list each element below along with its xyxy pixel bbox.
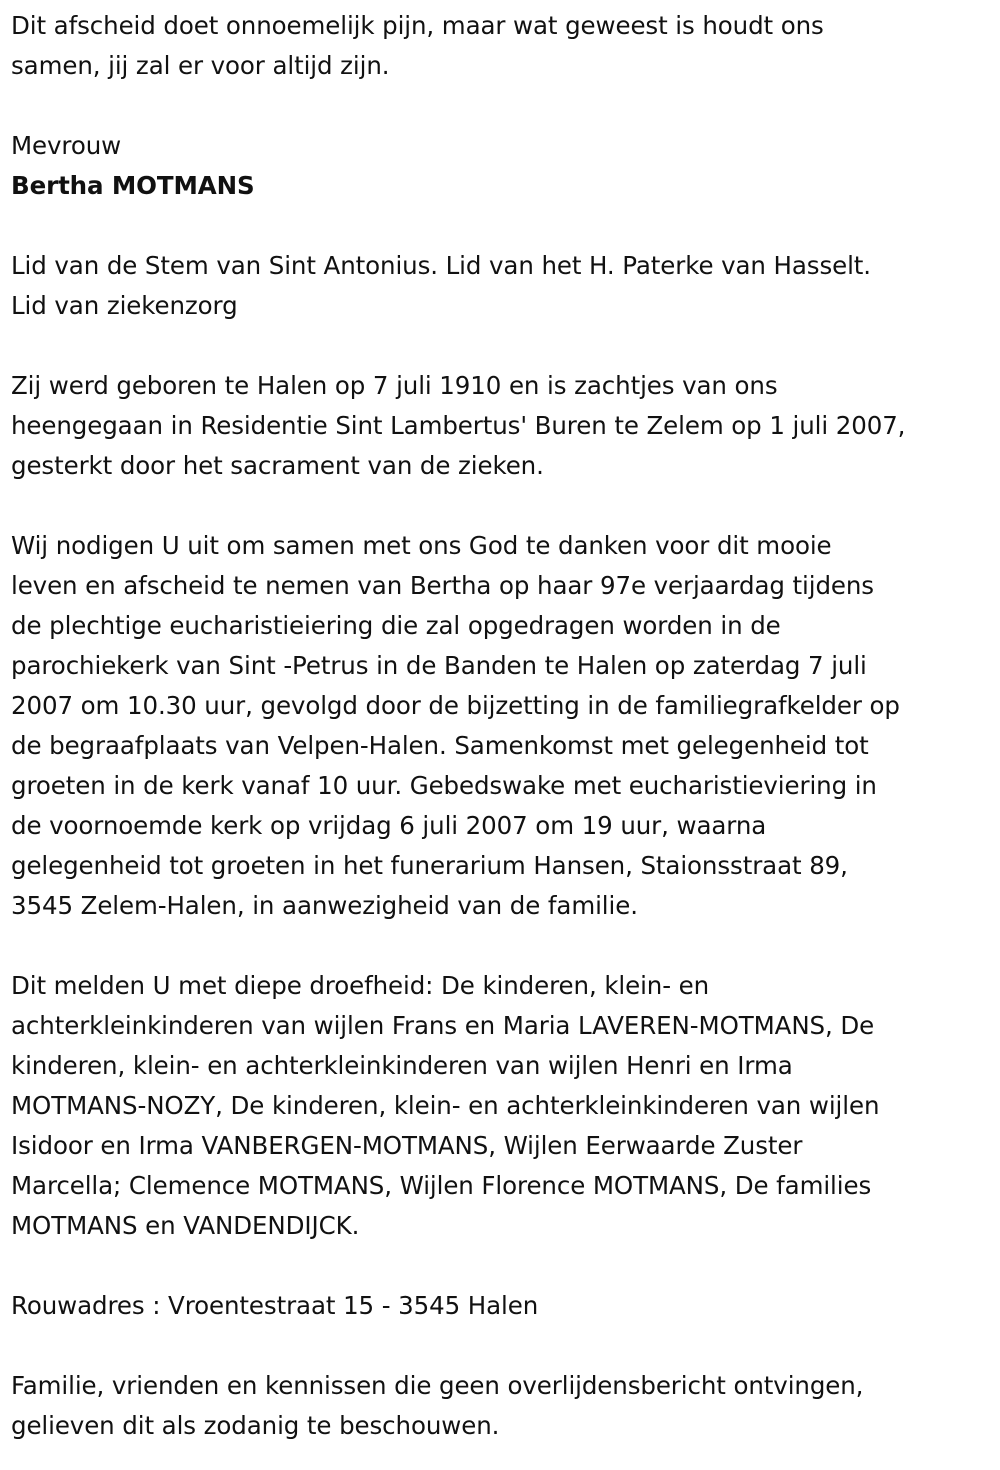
paragraph-gap (11, 206, 988, 246)
intro-paragraph (11, 6, 988, 86)
text-line: de begraafplaats van Velpen-Halen. Samenkomst met gelegenheid tot (11, 731, 869, 760)
text-line: de voornoemde kerk op vrijdag 6 juli 2007 om 19 uur, waarna (11, 811, 767, 840)
text-line: Isidoor en Irma VANBERGEN-MOTMANS, Wijlen Eerwaarde Zuster (11, 1131, 803, 1160)
paragraph-gap (11, 926, 988, 966)
text-line: gelieven dit als zodanig te beschouwen. (11, 1411, 500, 1440)
text-line: Familie, vrienden en kennissen die geen overlijdensbericht ontvingen, (11, 1371, 864, 1400)
memberships-paragraph (11, 246, 988, 326)
paragraph-gap (11, 326, 988, 366)
text-line: leven en afscheid te nemen van Bertha op haar 97e verjaardag tijdens (11, 571, 874, 600)
paragraph-gap (11, 1246, 988, 1286)
text-line: de plechtige eucharistieiering die zal opgedragen worden in de (11, 611, 781, 640)
text-line: Dit afscheid doet onnoemelijk pijn, maar wat geweest is houdt ons (11, 11, 824, 40)
mourning-address: Rouwadres : Vroentestraat 15 - 3545 Halen (11, 1291, 539, 1320)
text-line: achterkleinkinderen van wijlen Frans en Maria LAVEREN-MOTMANS, De (11, 1011, 875, 1040)
text-line: MOTMANS en VANDENDIJCK. (11, 1211, 360, 1240)
birth-death-paragraph (11, 366, 988, 486)
text-line: MOTMANS-NOZY, De kinderen, klein- en achterkleinkinderen van wijlen (11, 1091, 880, 1120)
invitation-paragraph (11, 526, 988, 926)
text-line: Wij nodigen U uit om samen met ons God te danken voor dit mooie (11, 531, 832, 560)
text-line: gelegenheid tot groeten in het funerarium Hansen, Staionsstraat 89, (11, 851, 848, 880)
text-line: Lid van de Stem van Sint Antonius. Lid van het H. Paterke van Hasselt. (11, 251, 871, 280)
text-line: kinderen, klein- en achterkleinkinderen van wijlen Henri en Irma (11, 1051, 793, 1080)
paragraph-gap (11, 1326, 988, 1366)
text-line: gesterkt door het sacrament van de zieken. (11, 451, 544, 480)
text-line: parochiekerk van Sint -Petrus in de Banden te Halen op zaterdag 7 juli (11, 651, 867, 680)
text-line: Lid van ziekenzorg (11, 291, 238, 320)
title-prefix: Mevrouw (11, 131, 122, 160)
text-line: samen, jij zal er voor altijd zijn. (11, 51, 390, 80)
text-line: Zij werd geboren te Halen op 7 juli 1910 en is zachtjes van ons (11, 371, 778, 400)
text-line: heengegaan in Residentie Sint Lambertus' Buren te Zelem op 1 juli 2007, (11, 411, 906, 440)
paragraph-gap (11, 486, 988, 526)
paragraph-gap (11, 86, 988, 126)
text-line: 2007 om 10.30 uur, gevolgd door de bijzetting in de familiegrafkelder op (11, 691, 900, 720)
text-line: Marcella; Clemence MOTMANS, Wijlen Florence MOTMANS, De families (11, 1171, 872, 1200)
announcement-paragraph (11, 966, 988, 1246)
deceased-name: Bertha MOTMANS (11, 171, 255, 200)
text-line: Dit melden U met diepe droefheid: De kinderen, klein- en (11, 971, 710, 1000)
closing-paragraph (11, 1366, 988, 1446)
text-line: 3545 Zelem-Halen, in aanwezigheid van de familie. (11, 891, 638, 920)
text-line: groeten in de kerk vanaf 10 uur. Gebedswake met eucharistieviering in (11, 771, 877, 800)
